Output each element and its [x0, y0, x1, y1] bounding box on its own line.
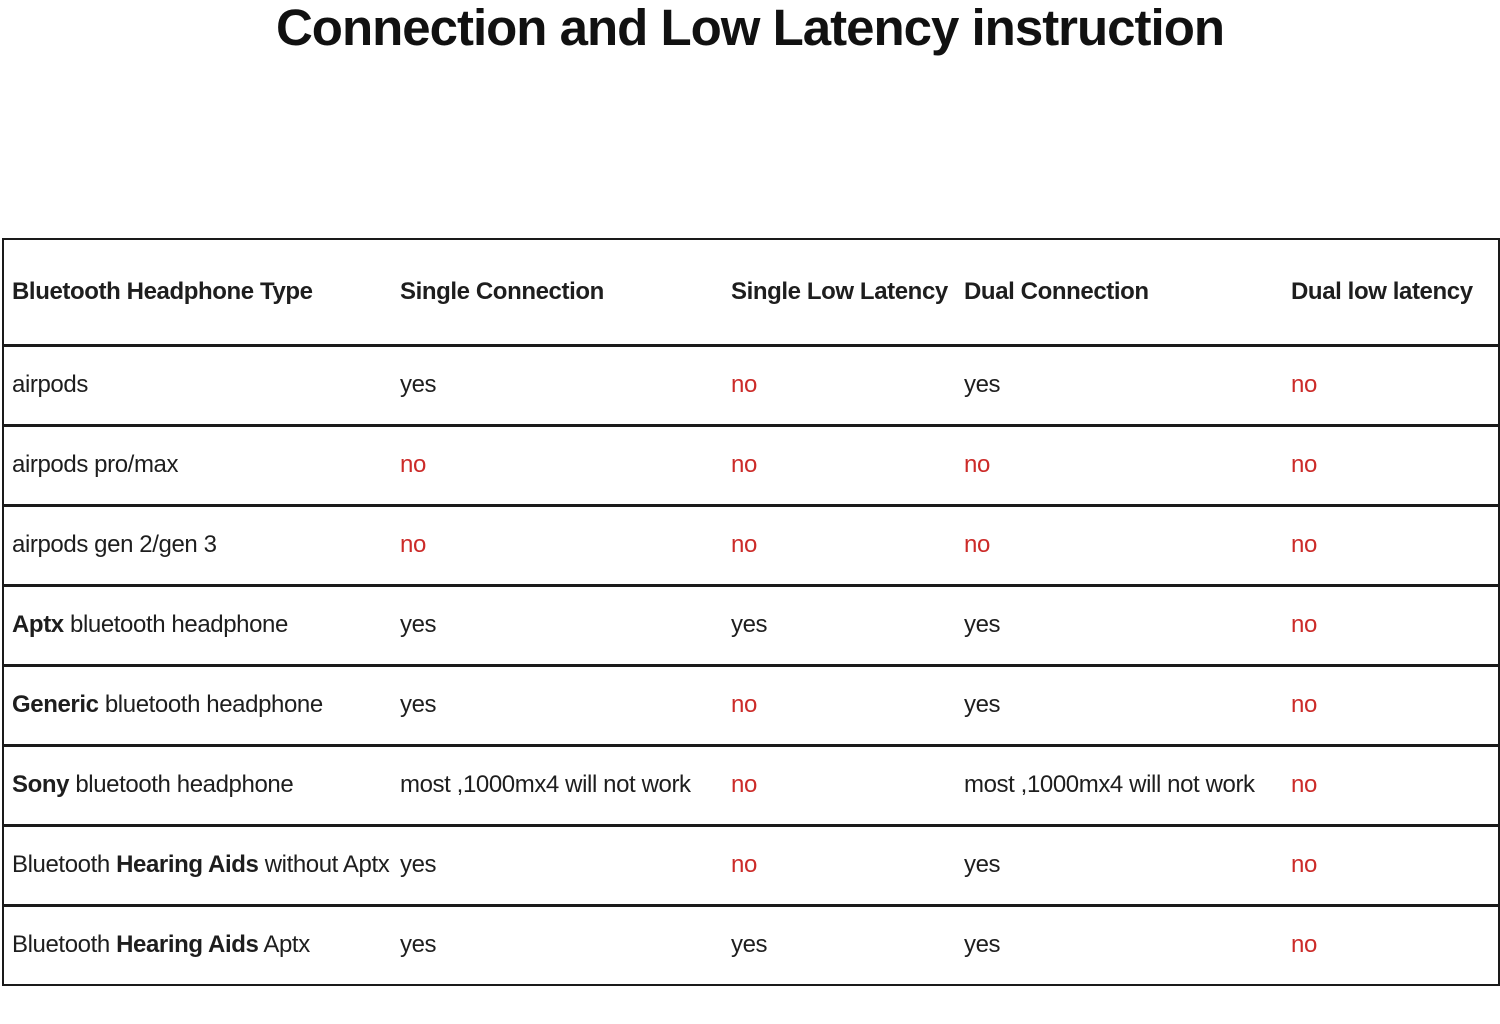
value-cell: no: [1291, 931, 1317, 959]
value-cell: yes: [964, 691, 1001, 718]
value-cell: most ,1000mx4 will not work: [964, 771, 1255, 798]
value-cell: yes: [400, 691, 437, 718]
value-cell: no: [964, 451, 990, 478]
value-cell: yes: [400, 851, 437, 878]
row-label-bold-segment: Aptx: [12, 611, 64, 638]
row-label-segment: bluetooth headphone: [69, 771, 294, 798]
value-cell: no: [1291, 851, 1317, 878]
instruction-table: [2, 238, 1500, 986]
row-label: [3, 825, 392, 905]
row-label: [3, 425, 392, 505]
table-body: [3, 345, 1499, 985]
value-cell: yes: [964, 611, 1001, 638]
row-label-segment: bluetooth headphone: [98, 691, 323, 718]
row-label-bold-segment: Hearing Aids: [116, 851, 259, 878]
table-row: [3, 665, 1499, 745]
table-header: [3, 239, 1499, 345]
row-label: [3, 905, 392, 985]
page-title: Connection and Low Latency instruction: [275, 0, 1225, 56]
row-label: [3, 665, 392, 745]
value-cell: yes: [731, 931, 768, 959]
table-row: [3, 505, 1499, 585]
row-label: [3, 505, 392, 585]
row-label-bold-segment: Sony: [12, 771, 70, 798]
value-cell: most ,1000mx4 will not work: [400, 771, 691, 798]
row-label-segment: airpods gen 2/gen 3: [12, 531, 217, 558]
row-label: [3, 745, 392, 825]
column-header: Single Low Latency: [731, 277, 948, 305]
row-label-segment: airpods pro/max: [12, 451, 179, 478]
row-label-segment: airpods: [12, 371, 88, 398]
column-header: Single Connection: [400, 277, 604, 305]
value-cell: yes: [964, 931, 1001, 959]
value-cell: no: [400, 531, 426, 558]
table-row: [3, 825, 1499, 905]
table-header-row: [3, 239, 1499, 345]
row-label-bold-segment: Hearing Aids: [116, 931, 259, 959]
row-label-bold-segment: Generic: [12, 691, 99, 718]
column-header: Dual low latency: [1291, 277, 1473, 305]
value-cell: yes: [731, 611, 768, 638]
row-label-segment: Bluetooth: [12, 851, 117, 878]
row-label-segment: Bluetooth: [12, 931, 117, 959]
value-cell: no: [731, 531, 757, 558]
value-cell: no: [400, 451, 426, 478]
value-cell: no: [1291, 531, 1317, 558]
table-row: [3, 905, 1499, 985]
table-row: [3, 345, 1499, 425]
table-row: [3, 425, 1499, 505]
value-cell: yes: [400, 371, 437, 398]
column-header: Bluetooth Headphone Type: [12, 277, 313, 305]
value-cell: no: [964, 531, 990, 558]
instruction-table-container: [2, 238, 1498, 986]
value-cell: no: [731, 771, 757, 798]
row-label-segment: bluetooth headphone: [63, 611, 288, 638]
value-cell: no: [731, 691, 757, 718]
value-cell: yes: [964, 851, 1001, 878]
value-cell: no: [731, 451, 757, 478]
value-cell: yes: [400, 931, 437, 959]
value-cell: no: [731, 371, 757, 398]
table-row: [3, 745, 1499, 825]
value-cell: no: [1291, 611, 1317, 638]
row-label-segment: Aptx: [258, 931, 310, 959]
column-header: Dual Connection: [964, 277, 1149, 305]
row-label: [3, 585, 392, 665]
value-cell: no: [1291, 451, 1317, 478]
value-cell: yes: [400, 611, 437, 638]
table-row: [3, 585, 1499, 665]
value-cell: no: [1291, 371, 1317, 398]
value-cell: no: [1291, 691, 1317, 718]
row-label-segment: without Aptx: [258, 851, 390, 878]
value-cell: yes: [964, 371, 1001, 398]
row-label: [3, 345, 392, 425]
value-cell: no: [731, 851, 757, 878]
value-cell: no: [1291, 771, 1317, 798]
